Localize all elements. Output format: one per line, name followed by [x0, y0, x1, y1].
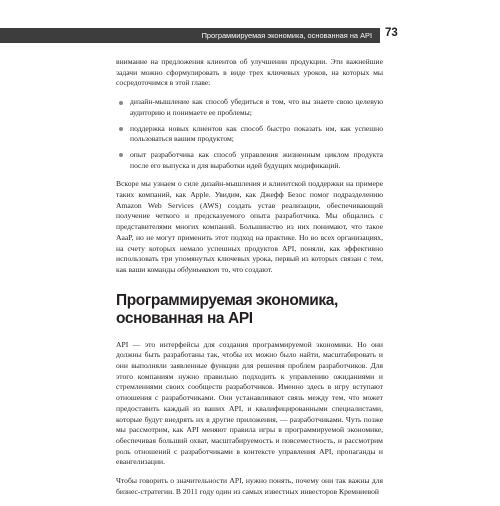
bullet-icon [119, 101, 123, 105]
list-item-text: опыт разработчика как способ управления жизненным циклом продукта после его выпуска и для выработки идей будущих модификаций. [130, 149, 383, 170]
bullet-icon [119, 153, 123, 157]
list-item-text: поддержка новых клиентов как способ быстро показать им, как успешно пользоваться вашим продуктом; [130, 123, 383, 144]
list-item [116, 124, 383, 145]
section-heading [116, 292, 383, 328]
bullet-icon [119, 127, 123, 131]
body-paragraph: Чтобы говорить о значительности API, нужно понять, почему они так важны для бизнес-стратегии. В 2011 году один из самых известных инвесторов Кремниевой [116, 476, 383, 496]
page-content [116, 57, 383, 506]
paragraph-text: Вскоре мы узнаем о силе дизайн-мышления и клиентской поддержки на примере таких компаний, как Apple. Увидим, как Джефф Безос помог подразделению Amazon Web Services (AWS) создать устав реализации, обеспечивающий получение четкого и предсказуемого опыта разработчика. Мы общались с представителями многих компаний. Большинство из них понимают, что такое AaaP, но не могут применить этот подход на практике. Но во всех организациях, на счету которых немало успешных продуктов API, поняли, как эффективно использовать три упомянутых ключевых урока, первый из которых связан с тем, как ваши команды [116, 179, 383, 274]
list-item-text: дизайн-мышление как способ убедиться в том, что вы знаете свою целевую аудиторию и понимаете ее проблемы; [130, 97, 383, 117]
list-item [116, 97, 383, 118]
running-header-bar [0, 28, 380, 43]
running-title: Программируемая экономика, основанная на API [201, 31, 372, 40]
body-paragraph [116, 179, 383, 275]
paragraph-text-end: то, что создают. [219, 264, 273, 274]
list-item [116, 150, 383, 171]
page-number: 73 [385, 27, 398, 39]
intro-paragraph: внимание на предложения клиентов об улучшении продукции. Эти важнейшие задачи можно сформулировать в виде трех ключевых уроков, на которых мы сосредоточимся в этой главе: [116, 57, 383, 88]
section-heading-line-1: Программируемая экономика, [116, 291, 338, 309]
key-lessons-list [116, 97, 383, 171]
emphasis-text: обдумывают [177, 264, 220, 274]
section-heading-line-2: основанная на API [116, 309, 253, 327]
body-paragraph: API — это интерфейсы для создания программируемой экономики. Но они должны быть разработаны так, чтобы их можно было найти, масштабировать и они выполняли заявленные функции для решения проблем разработчиков. Для этого компаниям нужно правильно подходить к управлению ожиданиями и стремлениями своих сообществ разработчиков. Именно здесь в игру вступают отношения с разработчиками. Они устанавливают связь между тем, что может предоставить каждый из ваших API, и квалифицированными специалистами, которые будут внедрять их в другие приложения, — разработчиками. Чуть позже мы рассмотрим, как API меняют правила игры в программируемой экономике, обеспечивая больший охват, масштабируемость и повсеместность, и рассмотрим роль отношений с разработчиками в контексте управления API, пропаганды и евангелизации. [116, 339, 383, 467]
